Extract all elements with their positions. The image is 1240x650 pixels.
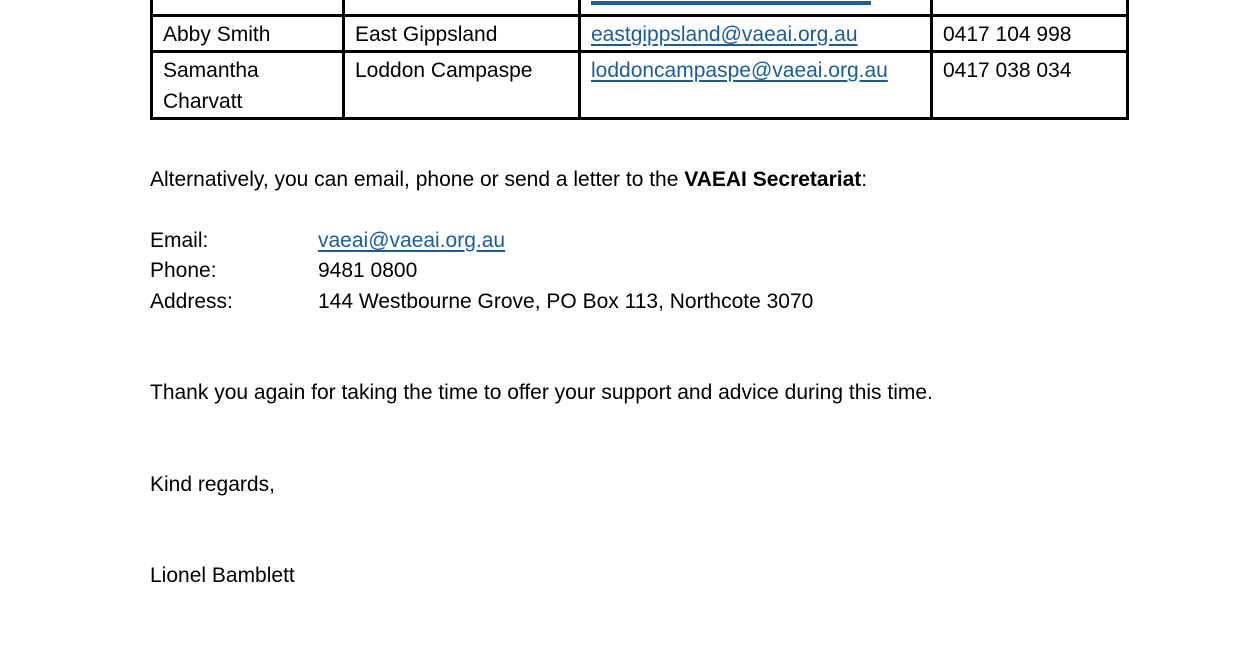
contact-phone: 0417 104 998 [932,16,1128,52]
contact-email-link[interactable]: eastgippsland@vaeai.org.au [591,23,858,46]
table-row-cut-off [152,0,1128,16]
table-cell [152,0,344,16]
phone-value: 9481 0800 [318,259,418,282]
contact-name: Samantha Charvatt [152,52,344,119]
address-label: Address: [150,290,233,313]
secretariat-email-link[interactable]: vaeai@vaeai.org.au [318,229,506,252]
phone-line [150,257,417,285]
contact-email-cell [580,52,932,119]
contact-region: Loddon Campaspe [344,52,580,119]
email-label: Email: [150,229,209,252]
intro-colon: : [861,168,868,191]
address-line [150,288,813,316]
contact-name: Abby Smith [152,16,344,52]
cut-off-link-underline [591,1,871,5]
table-cell [344,0,580,16]
signature-name: Lionel Bamblett [150,564,295,587]
contacts-table [150,0,1129,120]
email-line [150,227,505,255]
table-cell [580,0,932,16]
table-row [152,52,1128,119]
contact-email-link[interactable]: loddoncampaspe@vaeai.org.au [591,59,888,82]
intro-paragraph [150,166,867,194]
table-cell [932,0,1128,16]
closing-line: Kind regards, [150,473,275,496]
address-value: 144 Westbourne Grove, PO Box 113, Northcote 3070 [318,290,814,313]
contact-email-cell [580,16,932,52]
intro-text: Alternatively, you can email, phone or send a letter to the [150,168,685,191]
secretariat-name: VAEAI Secretariat [684,168,862,191]
contact-phone: 0417 038 034 [932,52,1128,119]
thanks-paragraph: Thank you again for taking the time to offer your support and advice during this time. [150,381,933,404]
table-row [152,16,1128,52]
phone-label: Phone: [150,259,217,282]
contact-region: East Gippsland [344,16,580,52]
